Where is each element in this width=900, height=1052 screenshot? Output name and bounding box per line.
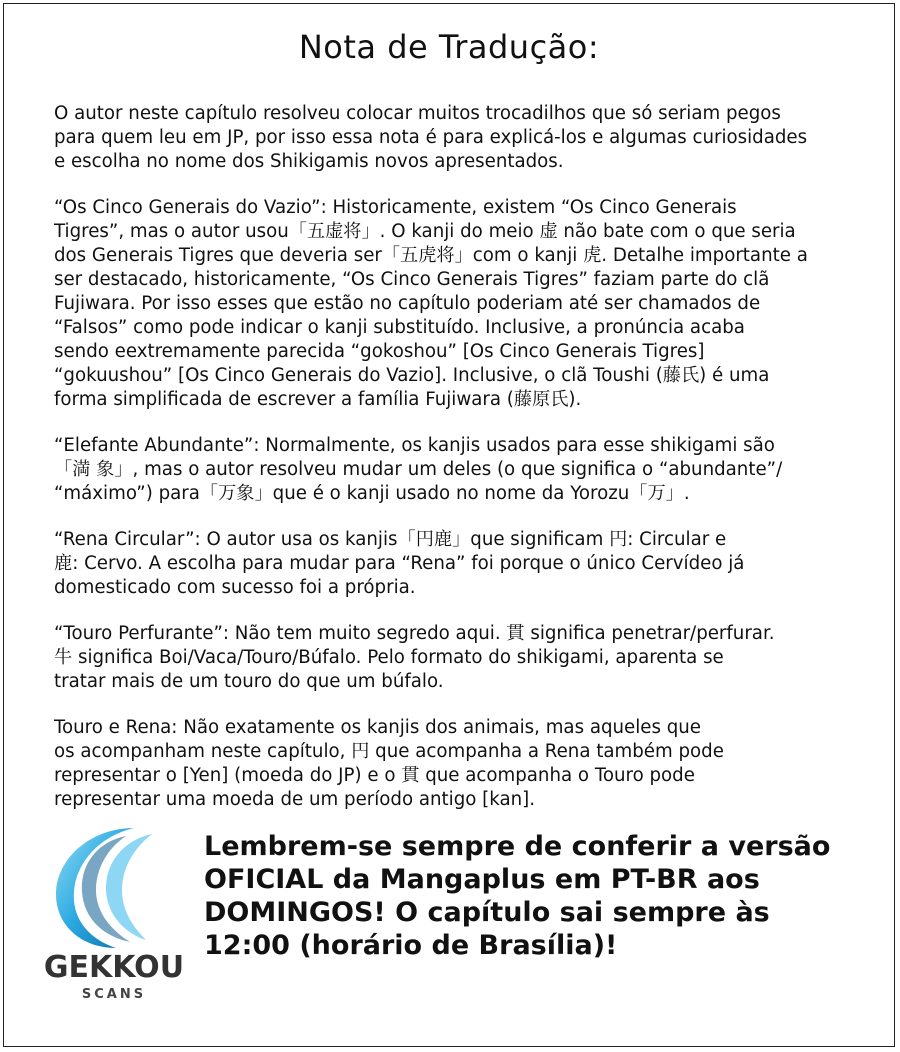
- note-body: [54, 102, 854, 834]
- paragraph-cinco-generais: [54, 196, 854, 412]
- text-line: “máximo”) para「万象」que é o kanji usado no nome da Yorozu「万」.: [54, 483, 690, 504]
- text-line: e escolha no nome dos Shikigamis novos apresentados.: [54, 151, 564, 172]
- text-line: Touro e Rena: Não exatamente os kanjis dos animais, mas aqueles que: [54, 717, 701, 738]
- text-line: tratar mais de um touro do que um búfalo.: [54, 671, 444, 692]
- text-line: “Touro Perfurante”: Não tem muito segredo aqui. 貫 significa penetrar/perfurar.: [54, 623, 775, 644]
- text-line: representar uma moeda de um período antigo [kan].: [54, 789, 536, 810]
- text-line: “Falsos” como pode indicar o kanji substituído. Inclusive, a pronúncia acaba: [54, 317, 745, 338]
- text-line: os acompanham neste capítulo, 円 que acompanha a Rena também pode: [54, 741, 724, 762]
- crescent-moon-icon: [34, 822, 194, 952]
- text-line: 鹿: Cervo. A escolha para mudar para “Rena” foi porque o único Cervídeo já: [54, 553, 745, 574]
- text-line: representar o [Yen] (moeda do JP) e o 貫 que acompanha o Touro pode: [54, 765, 695, 786]
- text-line: ser destacado, historicamente, “Os Cinco Generais Tigres” faziam parte do clã: [54, 269, 770, 290]
- paragraph-touro-e-rena: [54, 716, 854, 812]
- text-line: O autor neste capítulo resolveu colocar muitos trocadilhos que só seriam pegos: [54, 103, 781, 124]
- text-line: domesticado com sucesso foi a própria.: [54, 577, 416, 598]
- reminder-line: 12:00 (horário de Brasília)!: [204, 930, 618, 961]
- translation-note-page: [3, 3, 895, 1047]
- reminder-line: Lembrem-se sempre de conferir a versão: [204, 831, 831, 862]
- text-line: “Elefante Abundante”: Normalmente, os kanjis usados para esse shikigami são: [54, 435, 775, 456]
- text-line: forma simplificada de escrever a família Fujiwara (藤原氏).: [54, 389, 582, 410]
- text-line: Tigres”, mas o autor usou「五虚将」. O kanji do meio 虚 não bate com o que seria: [54, 221, 796, 242]
- text-line: para quem leu em JP, por isso essa nota é para explicá-los e algumas curiosidades: [54, 127, 808, 148]
- paragraph-intro: [54, 102, 854, 174]
- reminder-line: OFICIAL da Mangaplus em PT-BR aos: [204, 864, 760, 895]
- paragraph-elefante: [54, 434, 854, 506]
- text-line: 牛 significa Boi/Vaca/Touro/Búfalo. Pelo formato do shikigami, aparenta se: [54, 647, 724, 668]
- text-line: “Os Cinco Generais do Vazio”: Historicamente, existem “Os Cinco Generais: [54, 197, 737, 218]
- text-line: “gokuushou” [Os Cinco Generais do Vazio]. Inclusive, o clã Toushi (藤氏) é uma: [54, 365, 770, 386]
- paragraph-rena: [54, 528, 854, 600]
- text-line: Fujiwara. Por isso esses que estão no capítulo poderiam até ser chamados de: [54, 293, 761, 314]
- text-line: 「満 象」, mas o autor resolveu mudar um deles (o que significa o “abundante”/: [54, 459, 783, 480]
- logo-name: GEKKOU: [43, 950, 185, 985]
- text-line: sendo eextremamente parecida “gokoshou” [Os Cinco Generais Tigres]: [54, 341, 705, 362]
- paragraph-touro: [54, 622, 854, 694]
- logo-subtitle: SCANS: [81, 987, 147, 1002]
- text-line: “Rena Circular”: O autor usa os kanjis「円鹿」que significam 円: Circular e: [54, 529, 727, 550]
- text-line: dos Generais Tigres que deveria ser「五虎将」com o kanji 虎. Detalhe importante a: [54, 245, 808, 266]
- gekkou-scans-logo: [34, 822, 194, 1012]
- reminder-line: DOMINGOS! O capítulo sai sempre às: [204, 897, 770, 928]
- mangaplus-reminder: [204, 830, 844, 962]
- page-title: Nota de Tradução:: [298, 28, 600, 66]
